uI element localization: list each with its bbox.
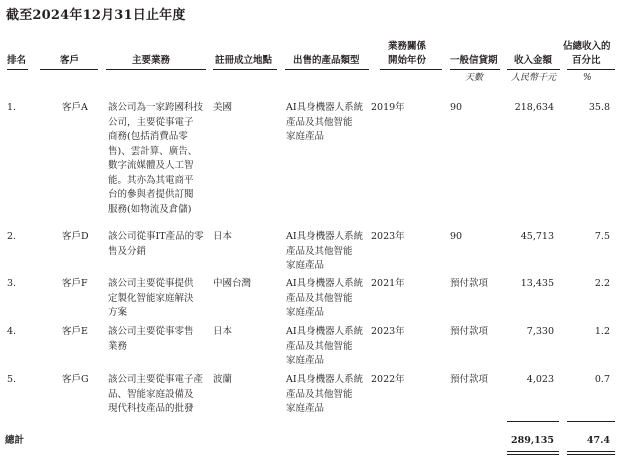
header-rule-business bbox=[106, 69, 206, 70]
row3-customer: 客戶F bbox=[62, 278, 88, 289]
row4-products: AI具身機器人系統 產品及其他智能 家庭產品 bbox=[286, 326, 364, 366]
row4-place: 日本 bbox=[213, 326, 233, 337]
total-top-rule-pct bbox=[567, 421, 615, 422]
header-customer: 客戶 bbox=[60, 55, 80, 66]
total-label: 總計 bbox=[5, 435, 25, 446]
row2-business: 該公司從事IT產品的零 售及分銷 bbox=[108, 231, 204, 257]
header-start-line2: 開始年份 bbox=[388, 55, 427, 66]
total-double-rule-pct-2 bbox=[567, 454, 615, 455]
row2-pct: 7.5 bbox=[594, 231, 610, 242]
header-rule-customer bbox=[40, 69, 98, 70]
header-rule-credit bbox=[450, 69, 500, 70]
row1-revenue: 218,634 bbox=[514, 102, 554, 113]
total-pct: 47.4 bbox=[586, 435, 610, 446]
unit-credit: 天數 bbox=[465, 73, 484, 83]
header-pct-line1: 佔總收入的 bbox=[563, 41, 611, 52]
row2-start: 2023年 bbox=[371, 231, 405, 242]
header-credit: 一般信貸期 bbox=[450, 55, 498, 66]
total-revenue: 289,135 bbox=[511, 435, 554, 446]
row3-products: AI具身機器人系統 產品及其他智能 家庭產品 bbox=[286, 278, 364, 318]
row5-rank: 5. bbox=[7, 374, 17, 385]
row1-pct: 35.8 bbox=[588, 102, 610, 113]
header-place: 註冊成立地點 bbox=[215, 55, 273, 66]
row1-credit: 90 bbox=[450, 102, 463, 113]
row5-place: 波蘭 bbox=[213, 374, 233, 385]
row5-credit: 預付款項 bbox=[450, 374, 489, 385]
header-start-line1: 業務關係 bbox=[388, 41, 427, 52]
row1-start: 2019年 bbox=[371, 102, 405, 113]
row4-rank: 4. bbox=[7, 326, 17, 337]
row5-pct: 0.7 bbox=[594, 374, 610, 385]
header-revenue: 收入金額 bbox=[514, 55, 553, 66]
row3-pct: 2.2 bbox=[594, 278, 610, 289]
row3-place: 中國台灣 bbox=[213, 278, 252, 289]
header-rule-place bbox=[213, 69, 277, 70]
row1-customer: 客戶A bbox=[62, 102, 88, 113]
row5-revenue: 4,023 bbox=[526, 374, 554, 385]
row2-rank: 2. bbox=[7, 231, 17, 242]
row3-business: 該公司主要從事提供 定製化智能家庭解決 方案 bbox=[108, 278, 194, 318]
header-rule-products bbox=[285, 69, 369, 70]
row4-start: 2023年 bbox=[371, 326, 405, 337]
row1-business: 該公司為一家跨國科技 公司，主要從事電子 商務(包括消費品零 售)、雲計算、廣告、 數字流媒體及人工智 能。其亦為其電商平 台的參與者提供訂閱 服務(如物流及倉儲) bbox=[108, 102, 204, 215]
row4-business: 該公司主要從事零售 業務 bbox=[108, 326, 194, 352]
total-double-rule-revenue-2 bbox=[507, 454, 559, 455]
row5-customer: 客戶G bbox=[62, 374, 89, 385]
header-pct-line2: 百分比 bbox=[572, 55, 601, 66]
total-double-rule-revenue-1 bbox=[507, 451, 559, 452]
row3-revenue: 13,435 bbox=[520, 278, 554, 289]
row1-rank: 1. bbox=[7, 102, 17, 113]
row4-credit: 預付款項 bbox=[450, 326, 489, 337]
row2-place: 日本 bbox=[213, 231, 233, 242]
header-rank: 排名 bbox=[7, 55, 27, 66]
unit-pct: % bbox=[583, 73, 592, 83]
unit-revenue: 人民幣千元 bbox=[511, 73, 557, 83]
header-rule-pct bbox=[567, 69, 615, 70]
row4-pct: 1.2 bbox=[594, 326, 610, 337]
row2-products: AI具身機器人系統 產品及其他智能 家庭產品 bbox=[286, 231, 364, 271]
header-products: 出售的產品類型 bbox=[293, 55, 360, 66]
header-rule-rank bbox=[7, 69, 28, 70]
header-rule-start bbox=[380, 69, 442, 70]
page-title: 截至2024年12月31日止年度 bbox=[6, 8, 186, 23]
header-rule-revenue bbox=[507, 69, 560, 70]
row5-business: 該公司主要從事電子產 品、智能家庭設備及 現代科技產品的批發 bbox=[108, 374, 204, 414]
row2-credit: 90 bbox=[450, 231, 463, 242]
row1-products: AI具身機器人系統 產品及其他智能 家庭產品 bbox=[286, 102, 364, 142]
header-business: 主要業務 bbox=[132, 55, 171, 66]
row3-rank: 3. bbox=[7, 278, 17, 289]
row5-products: AI具身機器人系統 產品及其他智能 家庭產品 bbox=[286, 374, 364, 414]
row3-start: 2021年 bbox=[371, 278, 405, 289]
row1-place: 美國 bbox=[213, 102, 233, 113]
total-double-rule-pct-1 bbox=[567, 451, 615, 452]
row2-customer: 客戶D bbox=[62, 231, 89, 242]
row3-credit: 預付款項 bbox=[450, 278, 489, 289]
row2-revenue: 45,713 bbox=[520, 231, 554, 242]
row4-customer: 客戶E bbox=[62, 326, 88, 337]
total-top-rule-revenue bbox=[507, 421, 559, 422]
row4-revenue: 7,330 bbox=[526, 326, 554, 337]
row5-start: 2022年 bbox=[371, 374, 405, 385]
